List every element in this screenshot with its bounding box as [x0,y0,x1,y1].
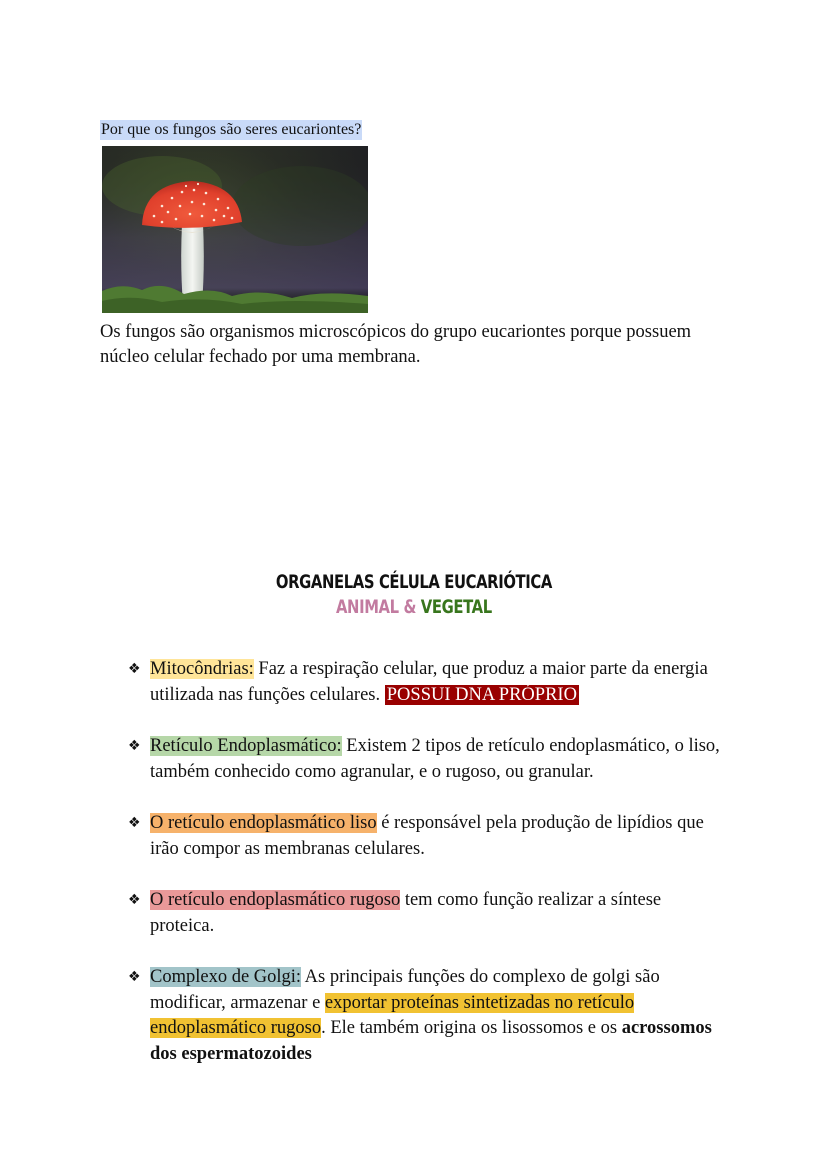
item-text: tem como função realizar a síntese proteica. [150,890,662,936]
diamond-bullet-icon: ❖ [128,969,141,985]
title-vegetal: VEGETAL [420,596,492,618]
bold-text: acrossomos dos espermatozoides [150,1018,712,1064]
diamond-bullet-icon: ❖ [128,661,141,677]
question-heading: Por que os fungos são seres eucariontes? [101,121,362,138]
title-animal: ANIMAL [336,596,399,618]
term-highlight: Complexo de Golgi: [150,967,302,987]
export-highlight: exportar proteínas sintetizadas no retículo endoplasmático rugoso [150,992,635,1038]
item-text: Faz a respiração celular, que produz a maior parte da energia utilizada nas funções celulares. [150,659,708,705]
list-item-rough-er [128,888,728,939]
term-highlight: Retículo Endoplasmático: [150,736,342,756]
item-text: Existem 2 tipos de retículo endoplasmático, o liso, também conhecido como agranular, e o rugoso, ou granular. [150,736,720,782]
title-subtitle [336,595,492,619]
diamond-bullet-icon: ❖ [128,815,141,831]
diamond-bullet-icon: ❖ [128,738,141,754]
term-highlight: Mitocôndrias: [150,659,254,679]
list-item-golgi [128,965,728,1067]
item-text: . Ele também origina os lisossomos e os [321,1018,622,1038]
list-item-smooth-er [128,811,728,862]
list-item-endoplasmic-reticulum [128,734,728,785]
organelles-list [128,657,728,1093]
term-highlight: O retículo endoplasmático liso [150,813,377,833]
dna-badge: POSSUI DNA PRÓPRIO [386,684,577,705]
title-main: ORGANELAS CÉLULA EUCARIÓTICA [275,571,553,593]
item-text: é responsável pela produção de lipídios que irão compor as membranas celulares. [150,813,704,859]
diamond-bullet-icon: ❖ [128,892,141,908]
list-item-mitochondria [128,657,728,708]
answer-paragraph: Os fungos são organismos microscópicos do grupo eucariontes porque possuem núcleo celular fechado por uma membrana. [100,322,692,367]
term-highlight: O retículo endoplasmático rugoso [150,890,401,910]
mushroom-image [102,146,368,313]
title-ampersand: & [403,596,417,618]
item-text: As principais funções do complexo de golgi são modificar, armazenar e [150,967,660,1013]
section-title [0,570,828,619]
